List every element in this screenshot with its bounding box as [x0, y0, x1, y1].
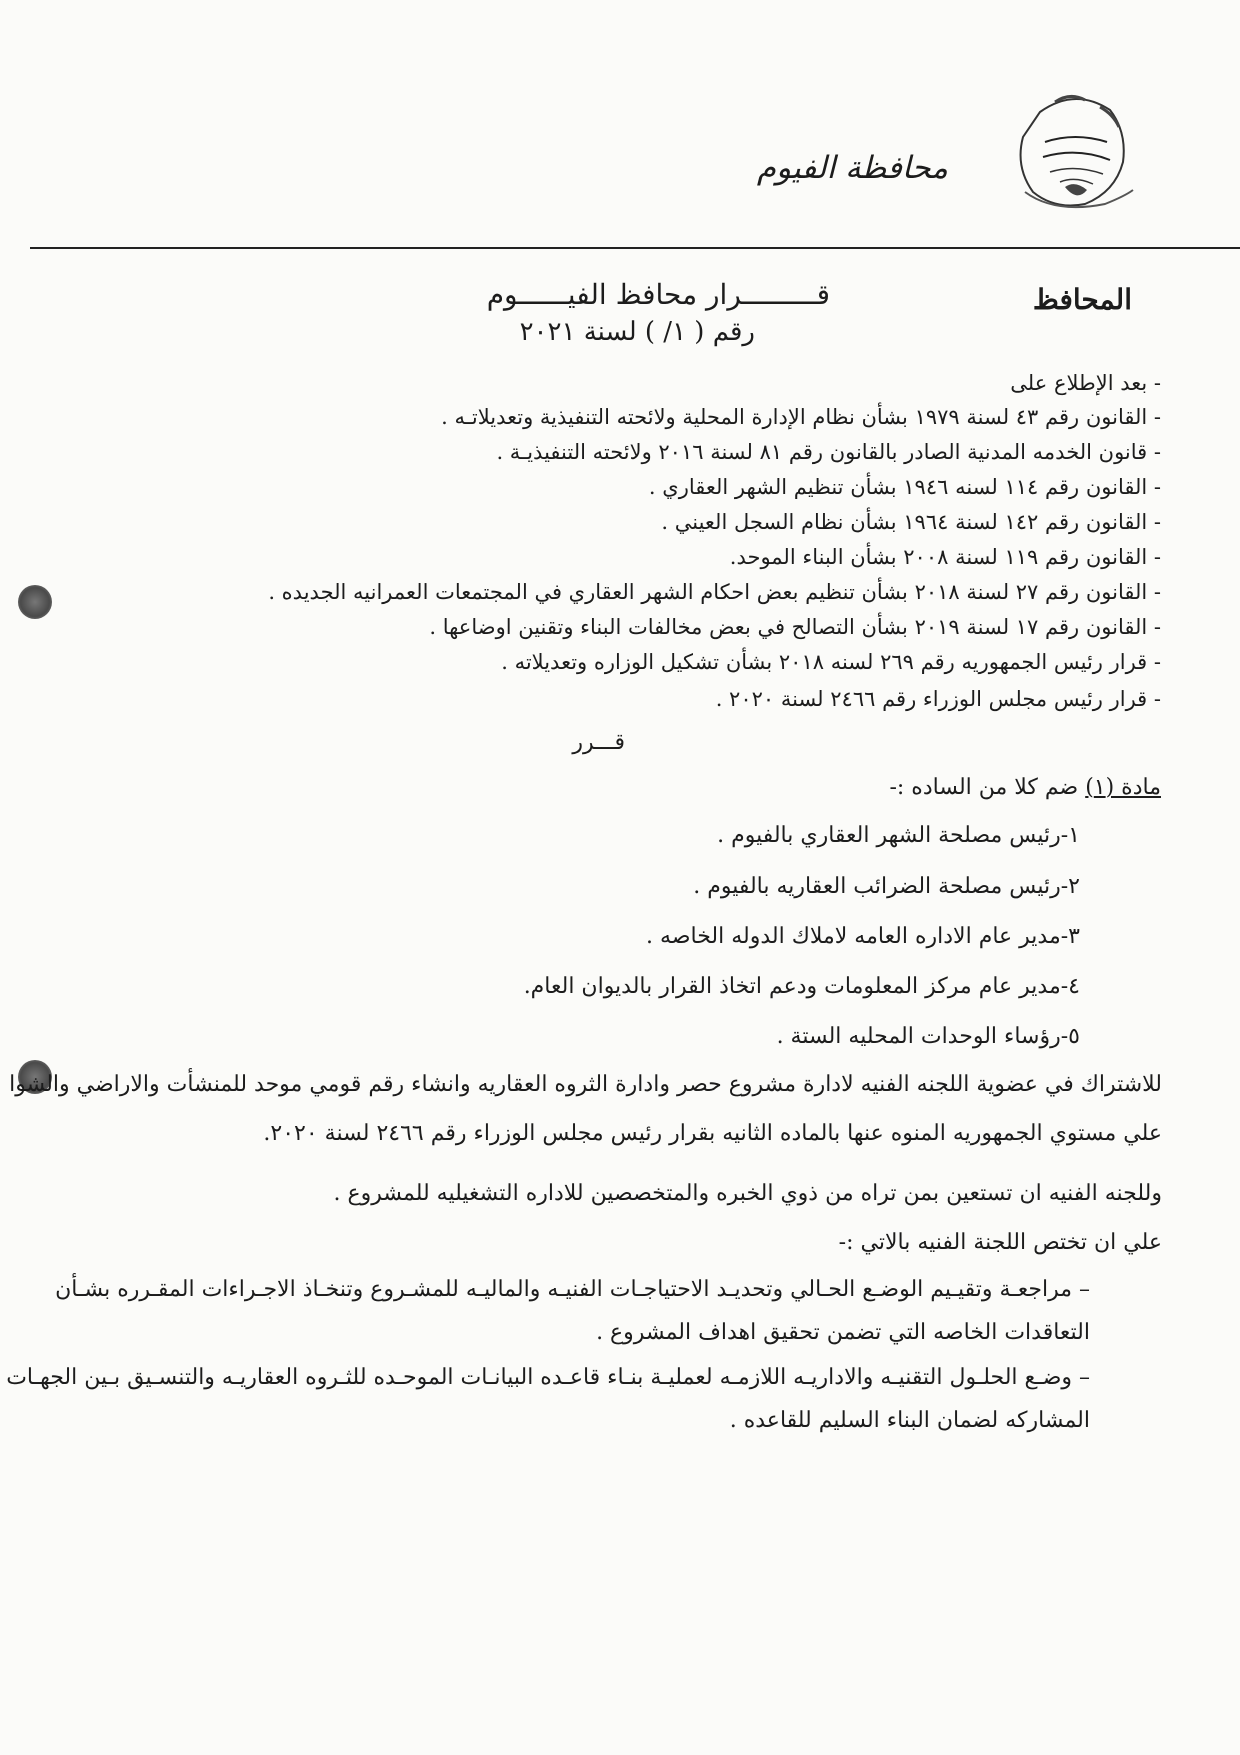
member-item: ٥-رؤساء الوحدات المحليه الستة .: [776, 1024, 1080, 1049]
body-line: للاشتراك في عضوية اللجنه الفنيه لادارة مشروع حصر وادارة الثروه العقاريه وانشاء رقم قومي موحد للمنشأت والاراضي والشوا: [9, 1072, 1162, 1097]
article-1-text: ضم كلا من الساده :-: [889, 775, 1086, 800]
preamble-item: - القانون رقم ١٧ لسنة ٢٠١٩ بشأن التصالح في بعض مخالفات البناء وتقنين اوضاعها .: [429, 615, 1161, 639]
decree-number: رقم ( ١/ ) لسنة ٢٠٢١: [519, 317, 755, 347]
member-item: ٢-رئيس مصلحة الضرائب العقاريه بالفيوم .: [693, 874, 1080, 899]
preamble-item: - القانون رقم ٢٧ لسنة ٢٠١٨ بشأن تنظيم بعض احكام الشهر العقاري في المجتمعات العمرانيه الجديده .: [268, 580, 1161, 604]
preamble-item: - القانون رقم ١١٤ لسنه ١٩٤٦ بشأن تنظيم الشهر العقاري .: [648, 475, 1161, 499]
task-line: التعاقدات الخاصه التي تضمن تحقيق اهداف المشروع .: [596, 1320, 1090, 1345]
preamble-item: - قرار رئيس مجلس الوزراء رقم ٢٤٦٦ لسنة ٢٠٢٠ .: [715, 687, 1161, 711]
punch-hole-top: [18, 585, 52, 619]
task-line: – مراجعـة وتقيـيم الوضـع الحـالي وتحديـد الاحتياجـات الفنيـه والماليـه للمشـروع وتنخـاذ الاجـراءات المقـرره بشـأن: [55, 1277, 1090, 1302]
article-1-heading: [889, 775, 1161, 800]
member-item: ٣-مدير عام الاداره العامه لاملاك الدوله الخاصه .: [646, 924, 1080, 949]
governor-label: المحافظ: [1032, 283, 1132, 316]
task-line: المشاركه لضمان البناء السليم للقاعده .: [729, 1408, 1090, 1433]
body-line: وللجنه الفنيه ان تستعين بمن تراه من ذوي الخبره والمتخصصين للاداره التشغيليه للمشروع .: [333, 1181, 1162, 1206]
member-item: ١-رئيس مصلحة الشهر العقاري بالفيوم .: [717, 823, 1080, 848]
governorate-seal: [1015, 92, 1135, 217]
preamble-item: - القانون رقم ٤٣ لسنة ١٩٧٩ بشأن نظام الإدارة المحلية ولائحته التنفيذية وتعديلاتـه .: [441, 405, 1161, 429]
preamble-item: - قرار رئيس الجمهوريه رقم ٢٦٩ لسنه ٢٠١٨ بشأن تشكيل الوزاره وتعديلاته .: [501, 650, 1161, 674]
article-1-label: مادة (١): [1085, 775, 1161, 800]
header-divider: [30, 247, 1240, 249]
preamble-item: - القانون رقم ١١٩ لسنة ٢٠٠٨ بشأن البناء الموحد.: [729, 545, 1161, 569]
decree-title: قـــــــــرار محافظ الفيــــــوم: [486, 278, 830, 311]
body-line: علي ان تختص اللجنة الفنيه بالاتي :-: [838, 1230, 1162, 1255]
decided-heading: قـــرر: [572, 730, 625, 755]
preamble-item: - القانون رقم ١٤٢ لسنة ١٩٦٤ بشأن نظام السجل العيني .: [661, 510, 1161, 534]
preamble-item: - قانون الخدمه المدنية الصادر بالقانون رقم ٨١ لسنة ٢٠١٦ ولائحته التنفيذيـة .: [496, 440, 1161, 464]
member-item: ٤-مدير عام مركز المعلومات ودعم اتخاذ القرار بالديوان العام.: [523, 974, 1080, 999]
body-line: علي مستوي الجمهوريه المنوه عنها بالماده الثانيه بقرار رئيس مجلس الوزراء رقم ٢٤٦٦ لسنة ٢٠٢٠.: [263, 1121, 1162, 1146]
preamble-intro: - بعد الإطلاع على: [1010, 371, 1161, 395]
task-line: – وضـع الحلـول التقنيـه والاداريـه اللازمـه لعمليـة بنـاء قاعـده البيانـات الموحـده للثـروه العقاريـه والتنسـيق بـين الجهـات: [6, 1365, 1090, 1390]
governorate-name: محافظة الفيوم: [756, 150, 948, 186]
